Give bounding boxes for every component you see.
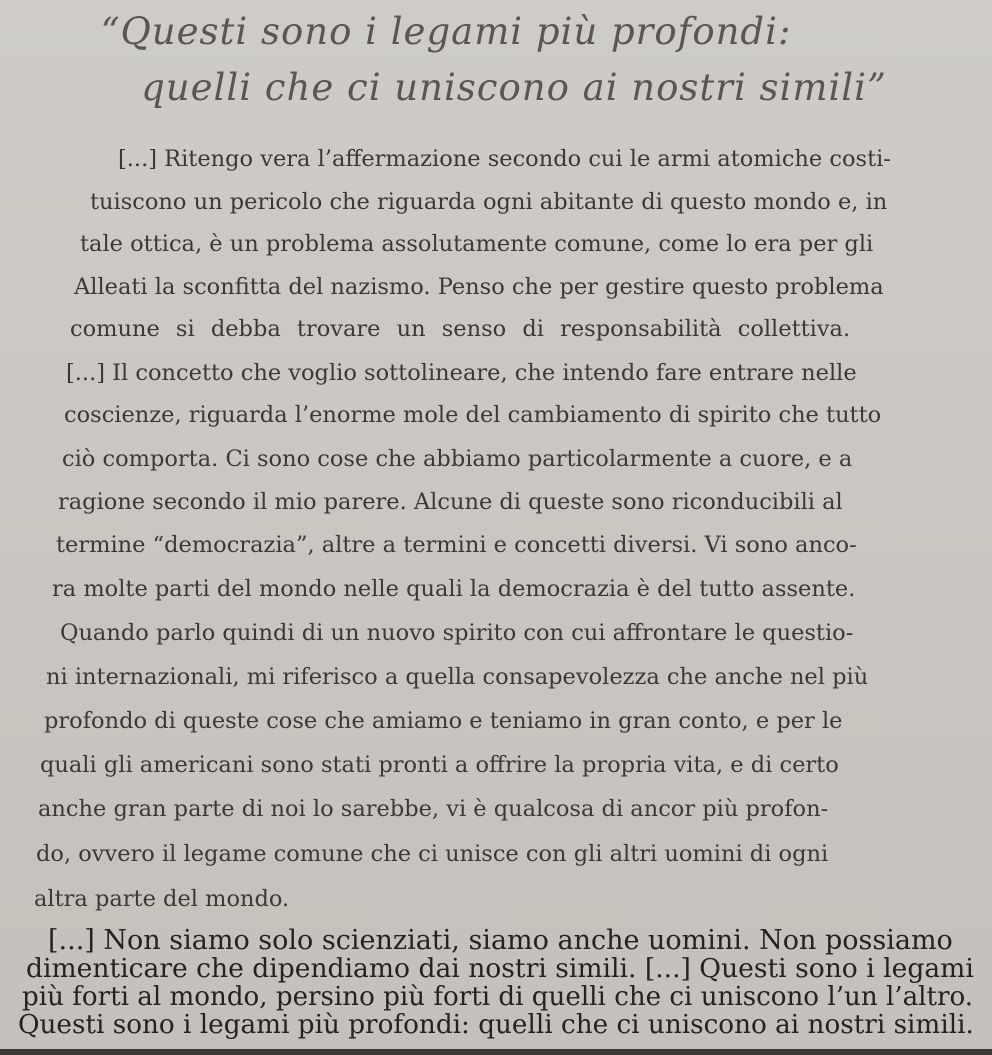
text-line: ragione secondo il mio parere. Alcune di queste sono riconducibili al <box>58 489 843 515</box>
text-line: ni internazionali, mi riferisco a quella consapevolezza che anche nel più <box>46 664 869 690</box>
text-line: do, ovvero il legame comune che ci unisce con gli altri uomini di ogni <box>36 841 829 867</box>
text-line: [...] Ritengo vera l’affermazione secondo cui le armi atomiche costi- <box>118 146 891 172</box>
text-line: altra parte del mondo. <box>34 886 290 912</box>
text-line: tuiscono un pericolo che riguarda ogni abitante di questo mondo e, in <box>90 189 888 215</box>
title-line-2: quelli che ci uniscono ai nostri simili” <box>141 66 887 109</box>
text-line: dimenticare che dipendiamo dai nostri simili. [...] Questi sono i legami <box>26 953 974 985</box>
text-line: quali gli americani sono stati pronti a offrire la propria vita, e di certo <box>40 752 839 778</box>
text-line: Quando parlo quindi di un nuovo spirito con cui affrontare le questio- <box>60 620 854 646</box>
text-line: anche gran parte di noi lo sarebbe, vi è qualcosa di ancor più profon- <box>38 796 829 822</box>
text-line: tale ottica, è un problema assolutamente comune, come lo era per gli <box>80 231 874 257</box>
text-line: coscienze, riguarda l’enorme mole del cambiamento di spirito che tutto <box>64 402 882 428</box>
page-edge-shadow <box>0 1049 992 1055</box>
text-line: [...] Il concetto che voglio sottolineare, che intendo fare entrare nelle <box>66 360 857 386</box>
text-line: ra molte parti del mondo nelle quali la democrazia è del tutto assente. <box>52 576 856 602</box>
text-line: profondo di queste cose che amiamo e teniamo in gran conto, e per le <box>44 708 843 734</box>
text-line: comune si debba trovare un senso di responsabilità collettiva. <box>70 316 851 342</box>
text-line: [...] Non siamo solo scienziati, siamo anche uomini. Non possiamo <box>48 925 953 956</box>
title-line-1: “Questi sono i legami più profondi: <box>100 10 792 53</box>
text-line: più forti al mondo, persino più forti di quelli che ci uniscono l’un l’altro. <box>22 981 974 1012</box>
text-line: ciò comporta. Ci sono cose che abbiamo particolarmente a cuore, e a <box>62 446 853 472</box>
text-line: Alleati la sconfitta del nazismo. Penso che per gestire questo problema <box>74 274 884 300</box>
text-line: Questi sono i legami più profondi: quelli che ci uniscono ai nostri simili. <box>18 1010 974 1040</box>
text-line: termine “democrazia”, altre a termini e concetti diversi. Vi sono anco- <box>56 532 857 558</box>
